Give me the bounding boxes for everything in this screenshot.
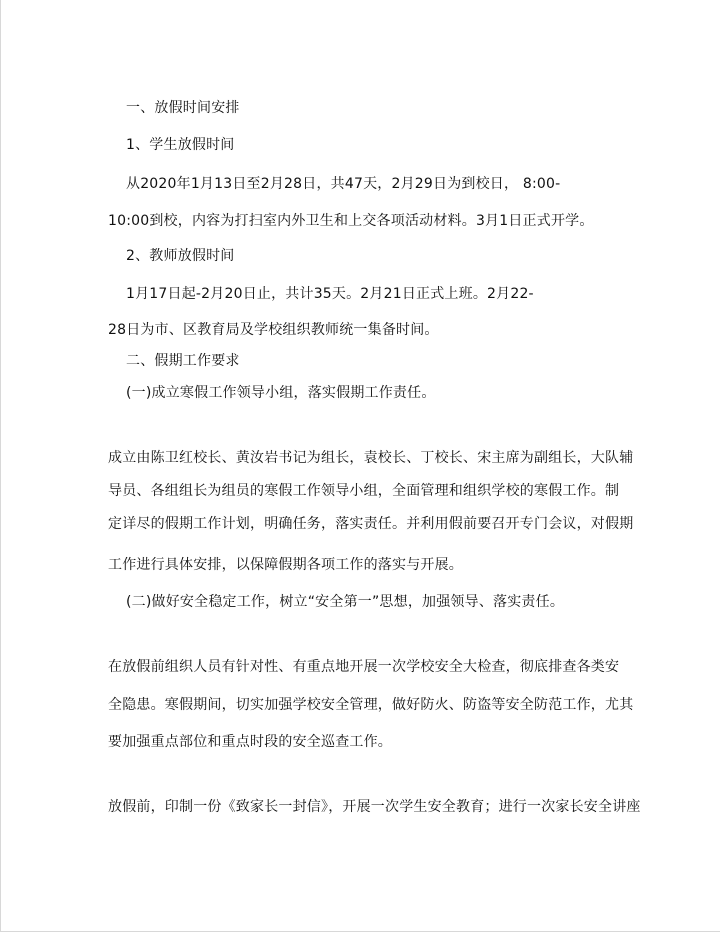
paragraph-line: 成立由陈卫红校长、黄汝岩书记为组长，袁校长、丁校长、宋主席为副组长，大队辅 [108, 450, 634, 466]
paragraph-line: 在放假前组织人员有针对性、有重点地开展一次学校安全大检查，彻底排查各类安 [108, 659, 620, 675]
subheading-teacher-vacation: 2、教师放假时间 [126, 248, 235, 264]
paragraph-line: 要加强重点部位和重点时段的安全巡查工作。 [108, 734, 392, 750]
paragraph-line: 导员、各组组长为组员的寒假工作领导小组，全面管理和组织学校的寒假工作。制 [108, 483, 620, 499]
subheading-safety-stability: (二)做好安全稳定工作，树立“安全第一”思想，加强领导、落实责任。 [126, 594, 565, 610]
paragraph-line: 10:00到校，内容为打扫室内外卫生和上交各项活动材料。3月1日正式开学。 [108, 213, 594, 229]
paragraph-line: 1月17日起-2月20日止，共计35天。2月21日正式上班。2月22- [126, 286, 534, 302]
paragraph-line: 定详尽的假期工作计划，明确任务，落实责任。并利用假前要召开专门会议，对假期 [108, 516, 634, 532]
paragraph-line: 放假前，印制一份《致家长一封信》，开展一次学生安全教育；进行一次家长安全讲座 [108, 799, 641, 815]
paragraph-line: 工作进行具体安排，以保障假期各项工作的落实与开展。 [108, 557, 463, 573]
subheading-leadership-group: (一)成立寒假工作领导小组，落实假期工作责任。 [126, 385, 436, 401]
paragraph-line: 从2020年1月13日至2月28日，共47天，2月29日为到校日， 8:00- [126, 176, 561, 192]
section-heading-work-requirements: 二、假期工作要求 [126, 353, 240, 369]
page-left-border [0, 0, 1, 932]
paragraph-line: 28日为市、区教育局及学校组织教师统一集备时间。 [108, 322, 439, 338]
section-heading-vacation-schedule: 一、放假时间安排 [126, 100, 240, 116]
subheading-student-vacation: 1、学生放假时间 [126, 137, 235, 153]
paragraph-line: 全隐患。寒假期间，切实加强学校安全管理，做好防火、防盗等安全防范工作，尤其 [108, 697, 634, 713]
